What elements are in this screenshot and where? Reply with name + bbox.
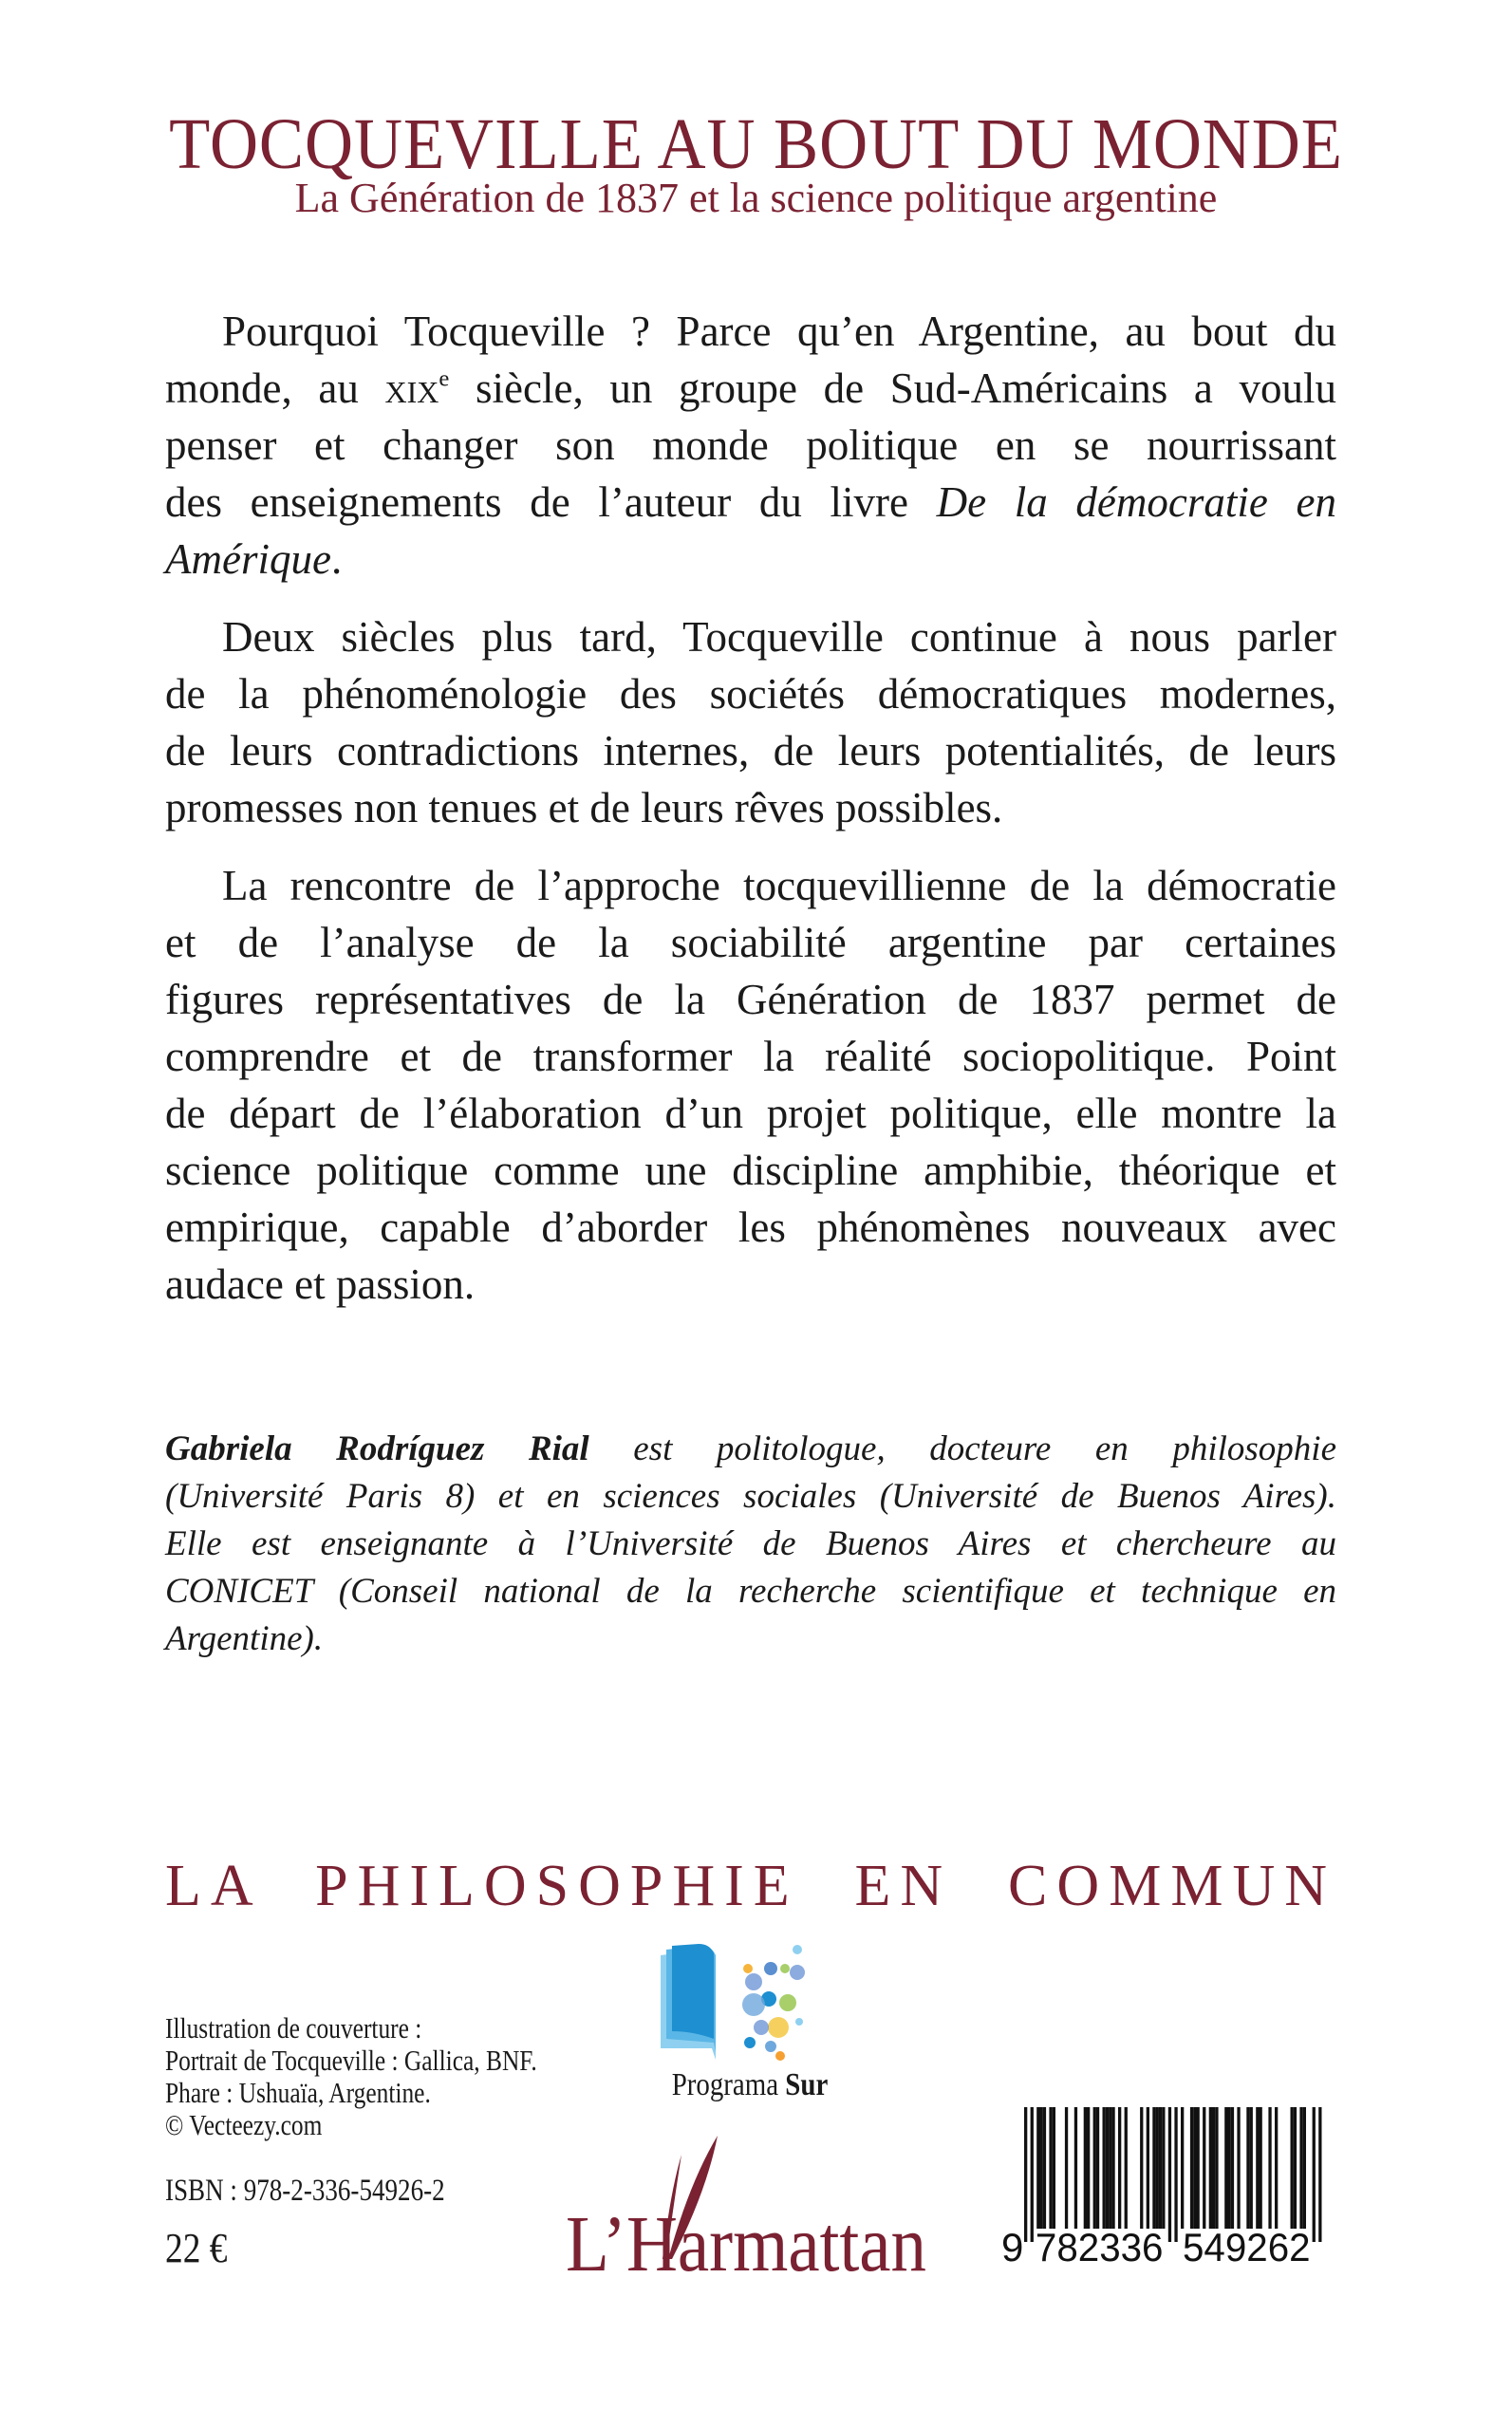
text-segment: de départ de l’élaboration d’un projet politique, elle montre la [165, 1090, 1336, 1137]
book-subtitle: La Génération de 1837 et la science politique argentine [294, 175, 1218, 221]
credit-line: Phare : Ushuaïa, Argentine. [165, 2076, 431, 2109]
barcode-bar [1106, 2107, 1109, 2229]
credit-line: © Vecteezy.com [165, 2108, 323, 2141]
publisher-name: L’Harmattan [566, 2200, 926, 2278]
text-segment: est politologue, docteure en philosophie [588, 1429, 1336, 1468]
barcode-bar [1181, 2107, 1184, 2229]
barcode-bar [1299, 2107, 1302, 2229]
barcode-bar [1111, 2107, 1114, 2229]
barcode-bar [1168, 2107, 1171, 2242]
text-segment: Elle est enseignante à l’Université de Buenos Aires et chercheure au [165, 1524, 1336, 1563]
barcode-bar [1294, 2107, 1297, 2229]
barcode-bar [1318, 2107, 1321, 2242]
text-line [165, 971, 1336, 1028]
paragraph-2 [165, 608, 1336, 836]
credit-line: Illustration de couverture : [165, 2011, 422, 2045]
programa-sur-logo-icon [655, 1944, 845, 2063]
text-line [165, 722, 1336, 779]
barcode-bar [1228, 2107, 1231, 2229]
barcode-digits: 9 [1001, 2225, 1024, 2264]
barcode-digits: 549262 [1183, 2225, 1311, 2264]
barcode-bar [1159, 2107, 1162, 2229]
text-line [165, 914, 1336, 971]
barcode-bar [1212, 2107, 1215, 2229]
barcode-bar [1197, 2107, 1200, 2229]
publisher-logo-harmattan-icon [566, 2136, 945, 2278]
text-line [165, 857, 1336, 914]
text-line [165, 303, 1336, 360]
book-title: TOCQUEVILLE AU BOUT DU MONDE [169, 104, 1343, 184]
text-line [165, 531, 1336, 588]
barcode-bar [1140, 2107, 1143, 2229]
barcode-bar [1118, 2107, 1121, 2229]
text-segment: siècle, un groupe de Sud-Américains a voulu [449, 364, 1337, 412]
text-segment: figures représentatives de la Génération de 1837 permet de [165, 976, 1336, 1023]
author-name: Gabriela Rodríguez Rial [165, 1429, 589, 1468]
text-line [165, 1568, 1336, 1615]
text-segment: Amérique [165, 535, 331, 583]
barcode-bar [1156, 2107, 1159, 2229]
credit-line: Portrait de Tocqueville : Gallica, BNF. [165, 2044, 537, 2077]
barcode-bar [1203, 2107, 1205, 2229]
text-segment: de la phénoménologie des sociétés démocratiques modernes, [165, 670, 1336, 718]
text-line [165, 608, 1336, 665]
text-segment: audace et passion. [165, 1261, 476, 1308]
barcode-bar [1174, 2107, 1177, 2242]
barcode-bar [1125, 2107, 1128, 2229]
barcode-bar [1147, 2107, 1149, 2229]
text-segment: . [330, 535, 343, 583]
barcode-bar [1260, 2107, 1262, 2229]
barcode-bar [1209, 2107, 1212, 2229]
text-segment: Pourquoi Tocqueville ? Parce qu’en Argentine, au bout du [222, 308, 1336, 355]
text-line [165, 1028, 1336, 1085]
text-line [165, 474, 1336, 531]
author-bio [165, 1426, 1336, 1663]
text-line [165, 779, 1336, 836]
cover-credits [165, 2012, 537, 2141]
barcode-bar [1237, 2107, 1240, 2229]
text-line [165, 417, 1336, 474]
barcode-bar [1109, 2107, 1111, 2229]
barcode-bar [1103, 2107, 1106, 2229]
barcode-bar [1224, 2107, 1227, 2229]
text-segment: monde, au [165, 364, 385, 412]
text-segment: et de l’analyse de la sociabilité argentine par certaines [165, 919, 1336, 966]
text-segment: Argentine). [165, 1619, 324, 1658]
text-segment: promesses non tenues et de leurs rêves possibles. [165, 784, 1003, 831]
barcode-bar [1096, 2107, 1099, 2229]
text-segment: (Université Paris 8) et en sciences sociales (Université de Buenos Aires). [165, 1477, 1336, 1516]
isbn: ISBN : 978-2-336-54926-2 [165, 2174, 445, 2208]
text-line [165, 1521, 1336, 1568]
barcode-bar [1256, 2107, 1259, 2229]
text-segment: des enseignements de l’auteur du livre [165, 478, 937, 526]
text-line [165, 1426, 1336, 1473]
barcode-bar [1040, 2107, 1043, 2229]
paragraph-3 [165, 857, 1336, 1313]
barcode-bar [1291, 2107, 1294, 2229]
barcode-bar [1043, 2107, 1046, 2229]
barcode-bar [1093, 2107, 1096, 2229]
price: 22 € [165, 2225, 228, 2271]
programa-sur-label [629, 2067, 871, 2103]
text-line [165, 1199, 1336, 1256]
barcode-bar [1084, 2107, 1087, 2229]
barcode-bar [1152, 2107, 1155, 2229]
barcode-bar [1193, 2107, 1196, 2229]
barcode-bar [1215, 2107, 1218, 2229]
barcode-bar [1053, 2107, 1055, 2229]
barcode-bar [1246, 2107, 1249, 2229]
barcode-bar [1268, 2107, 1271, 2229]
sur-word: Sur [785, 2067, 829, 2102]
text-segment: xix [384, 364, 439, 412]
programa-word: Programa [671, 2067, 779, 2102]
barcode-bar [1162, 2107, 1165, 2229]
series-name: LA PHILOSOPHIE EN COMMUN [165, 1854, 1336, 1918]
barcode-bar [1024, 2107, 1027, 2242]
text-segment: De la démocratie en [936, 478, 1336, 526]
text-line [165, 1085, 1336, 1142]
text-segment: de leurs contradictions internes, de leurs potentialités, de leurs [165, 727, 1336, 775]
barcode-bar [1031, 2107, 1034, 2242]
text-segment: e [439, 365, 450, 392]
barcode-digits: 782336 [1035, 2225, 1164, 2264]
barcode-bar [1049, 2107, 1052, 2229]
barcode-bar [1087, 2107, 1090, 2229]
text-line [165, 1142, 1336, 1199]
barcode-bar [1303, 2107, 1306, 2229]
barcode-icon [1001, 2107, 1338, 2264]
barcode-bar [1313, 2107, 1316, 2242]
text-line [165, 665, 1336, 722]
text-segment: CONICET (Conseil national de la recherche scientifique et technique en [165, 1572, 1336, 1611]
paragraph-1 [165, 303, 1336, 588]
barcode-bar [1275, 2107, 1278, 2229]
barcode-bar [1190, 2107, 1193, 2229]
barcode-bar [1074, 2107, 1077, 2229]
text-line [165, 1473, 1336, 1521]
barcode-bar [1065, 2107, 1068, 2229]
barcode-bar [1231, 2107, 1234, 2229]
text-segment: penser et changer son monde politique en se nourrissant [165, 421, 1336, 469]
text-line [165, 360, 1336, 417]
text-line [165, 1256, 1336, 1313]
text-line [165, 1615, 1336, 1663]
text-segment: comprendre et de transformer la réalité sociopolitique. Point [165, 1033, 1336, 1080]
barcode-bar [1250, 2107, 1253, 2229]
text-segment: science politique comme une discipline amphibie, théorique et [165, 1147, 1336, 1194]
text-segment: Deux siècles plus tard, Tocqueville continue à nous parler [222, 613, 1336, 661]
text-segment: La rencontre de l’approche tocquevillienne de la démocratie [222, 862, 1336, 909]
text-segment: empirique, capable d’aborder les phénomènes nouveaux avec [165, 1204, 1336, 1251]
barcode-bar [1036, 2107, 1039, 2229]
